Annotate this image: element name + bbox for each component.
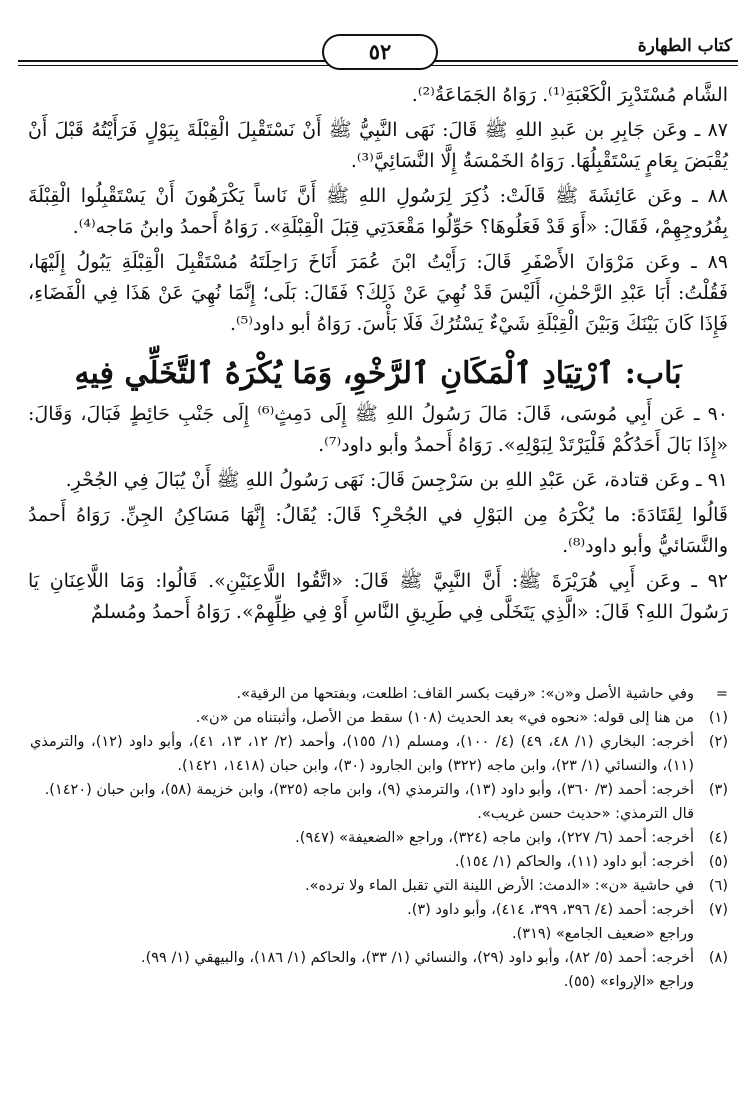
hadith-block-2 (28, 399, 728, 628)
footnote-continuation: وراجع «ضعيف الجامع» (٣١٩). (512, 926, 694, 942)
page-number: ٥٢ (322, 34, 438, 70)
text-line: ٩٠ ـ عَن أَبِي مُوسَى، قَالَ: مَالَ رَسُولُ اللهِ ﷺ إِلَى دَمِثٍ⁽⁶⁾ إِلَى جَنْبِ حَائِطٍ فَبَالَ، وَقَالَ: (28, 403, 729, 425)
footnote-number: (٤) (708, 830, 728, 846)
text-line: ٨٧ ـ وعَن جَابِرِ بن عَبدِ اللهِ ﷺ قَالَ: نَهَى النَّبِيُّ ﷺ أَنْ نَسْتَقْبِلَ الْقِبْلَةَ بِبَوْلٍ فَرَأَيْتُهُ قَبْلَ أَنْ (28, 119, 728, 141)
footnote-continuation: وراجع «الإرواء» (٥٥). (563, 974, 694, 990)
footnote-text: وفي حاشية الأصل و«ن»: «رقيت بكسر القاف: اطلعت، وبفتحها من الرقية». (236, 686, 694, 702)
footnote (30, 946, 728, 970)
footnote-number: (٧) (708, 902, 728, 918)
chapter-title: بَاب: ٱرْتِيَادِ ٱلْمَكَانِ ٱلرَّخْوِ، وَمَا يُكْرَهُ ٱلتَّخَلِّي فِيهِ (74, 356, 682, 391)
footnote-number: (٢) (708, 734, 728, 750)
text-line: ٩١ ـ وعَن قتادة، عَن عَبْدِ اللهِ بن سَرْجِسَ قَالَ: نَهَى رَسُولُ اللهِ ﷺ أَنْ يُبَالَ فِي الجُحْرِ. (65, 469, 728, 491)
footnote-number: (٨) (708, 950, 728, 966)
footnote (30, 730, 728, 778)
footnote-text: في حاشية «ن»: «الدمث: الأرض اللينة التي تقبل الماء ولا ترده». (304, 878, 694, 894)
text-line: فَقُلْتُ: أَبَا عَبْدِ الرَّحْمٰنِ، أَلَيْسَ قَدْ نُهِيَ عَنْ ذَلِكَ؟ فَقَالَ: بَلَى؛ إِنَّمَا نُهِيَ عَنْ هَذَا فِي الْفَضَاءِ، (28, 282, 728, 304)
paragraph (28, 80, 728, 111)
footnote (30, 682, 728, 706)
footnote-text: أخرجه: البخاري (١/ ٤٨، ٤٩) (٤/ ١٠٠)، ومسلم (١/ ١٥٥)، وأحمد (٢/ ١٢، ١٣، ٤١)، وأبو داود (١٢)، والترمذي (١١)، والنسائي (١/ ٢٣)، وابن ماجه (٣٢٢) وابن الجارود (٣٠)، وابن حبان (١٤١٨، ١٤٢١). (30, 734, 695, 774)
footnote-text: أخرجه: أحمد (٦/ ٢٢٧)، وابن ماجه (٣٢٤)، وراجع «الضعيفة» (٩٤٧). (295, 830, 694, 846)
page-header (18, 34, 738, 74)
footnote (30, 826, 728, 850)
paragraph (28, 500, 728, 562)
footnote-number: = (715, 686, 728, 702)
main-text (28, 80, 728, 632)
footnotes (30, 682, 728, 994)
footnote (30, 874, 728, 898)
text-line: بِفُرُوجِهِمْ، فَقَالَ: «أَوَ قَدْ فَعَلُوهَا؟ حَوِّلُوا مَقْعَدَتِي قِبَلَ الْقِبْلَةِ». رَوَاهُ أَحمدُ وابنُ مَاجه⁽⁴⁾. (72, 216, 728, 238)
text-line: «إِذَا بَالَ أَحَدُكُمْ فَلْيَرْتَدْ لِبَوْلِهِ». رَوَاهُ أَحمدُ وأبو داود⁽⁷⁾. (318, 434, 728, 456)
paragraph (28, 399, 728, 461)
footnote-text: أخرجه: أحمد (٤/ ٣٩٦، ٣٩٩، ٤١٤)، وأبو داود (٣). (407, 902, 694, 918)
text-line: ٨٨ ـ وعَن عَائِشَةَ ﷺ قَالَتْ: ذُكِرَ لِرَسُولِ اللهِ ﷺ أَنَّ نَاساً يَكْرَهُونَ أَنْ يَسْتَقْبِلُوا الْقِبْلَةَ (28, 185, 728, 207)
text-line: فَإِذَا كَانَ بَيْنَكَ وَبَيْنَ الْقِبْلَةِ شَيْءٌ يَسْتُرُكَ فَلَا بَأْسَ. رَوَاهُ أبو داود⁽⁵⁾. (229, 313, 728, 335)
paragraph (28, 247, 728, 340)
footnote-number: (١) (708, 710, 728, 726)
footnote-text: من هنا إلى قوله: «نحوه في» بعد الحديث (١٠٨) سقط من الأصل، وأثبتناه من «ن». (195, 710, 694, 726)
footnote (30, 850, 728, 874)
text-line: قَالُوا لِقَتَادَةَ: ما يُكْرَهُ مِن البَوْلِ في الجُحْرِ؟ قَالَ: يُقَالُ: إِنَّهَا مَسَاكِنُ الجِنِّ. رَوَاهُ أَحمدُ (28, 504, 728, 526)
text-line: ٨٩ ـ وعَن مَرْوَانَ الأَصْفَرِ قَالَ: رَأَيْتُ ابْنَ عُمَرَ أَنَاخَ رَاحِلَتَهُ مُسْتَقْبِلَ الْقِبْلَةِ يَبُولُ إِلَيْهَا، (28, 251, 728, 273)
footnote-text: أخرجه: أحمد (٣/ ٣٦٠)، وأبو داود (١٣)، والترمذي (٩)، وابن ماجه (٣٢٥)، وابن خزيمة (٥٨)، وابن حبان (١٤٢٠). (44, 782, 694, 798)
paragraph (28, 115, 728, 177)
footnote-continuation: قال الترمذي: «حديث حسن غريب». (477, 806, 694, 822)
book-title: كتاب الطهارة (637, 36, 732, 56)
text-line: والنَّسَائيُّ وأبو داود⁽⁸⁾. (562, 535, 728, 557)
footnote-text: أخرجه: أبو داود (١١)، والحاكم (١/ ١٥٤). (454, 854, 694, 870)
footnote-number: (٥) (708, 854, 728, 870)
footnote (30, 706, 728, 730)
footnote-number: (٦) (708, 878, 728, 894)
paragraph (28, 566, 728, 628)
paragraph (28, 181, 728, 243)
text-line: رَسُولَ اللهِ؟ قَالَ: «الَّذِي يَتَخَلَّى فِي طَرِيقِ النَّاسِ أَوْ فِي ظِلِّهِمْ». رَوَاهُ أَحمدُ ومُسلمٌ (91, 601, 728, 623)
text-line: يُقْبَضَ بِعَامٍ يَسْتَقْبِلُهَا. رَوَاهُ الخَمْسَةُ إِلَّا النَّسَائِيَّ⁽³⁾. (350, 150, 728, 172)
footnote (30, 778, 728, 802)
footnote (30, 898, 728, 922)
text-line: ٩٢ ـ وعَن أَبِي هُرَيْرَةَ ﷺ: أَنَّ النَّبِيَّ ﷺ قَالَ: «اتَّقُوا اللَّاعِنَيْنِ». قَالُوا: وَمَا اللَّاعِنَانِ يَا (28, 570, 728, 592)
footnote-number: (٣) (708, 782, 728, 798)
footnote-text: أخرجه: أحمد (٥/ ٨٢)، وأبو داود (٢٩)، والنسائي (١/ ٣٣)، والحاكم (١/ ١٨٦)، والبيهقي (١/ ٩٩). (140, 950, 694, 966)
paragraph (28, 465, 728, 496)
hadith-block-1 (28, 80, 728, 340)
text-line: الشَّام مُسْتَدْبِرَ الْكَعْبَةِ⁽¹⁾. رَوَاهُ الجَمَاعَةُ⁽²⁾. (411, 84, 728, 106)
